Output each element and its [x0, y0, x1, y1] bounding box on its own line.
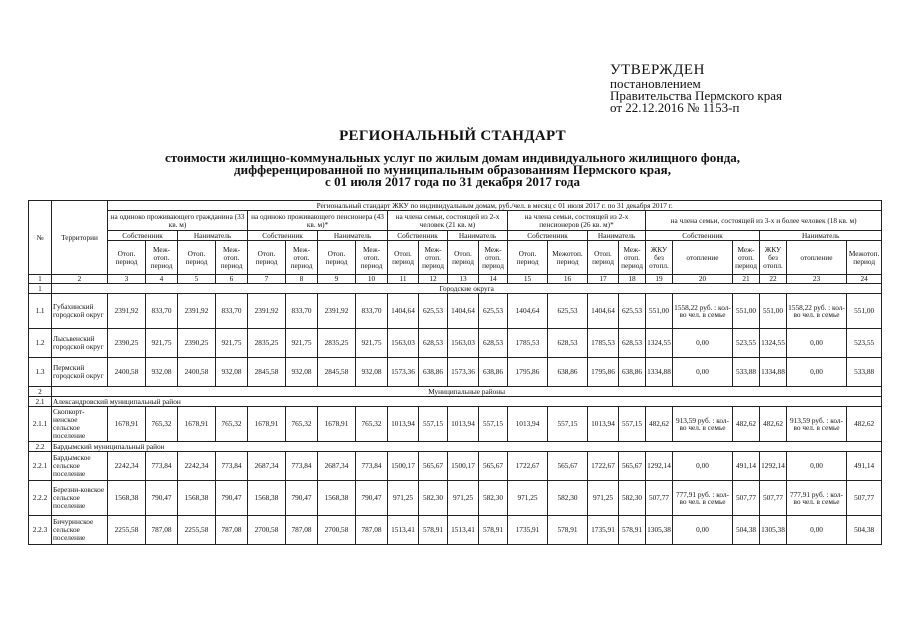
column-number: 22 [760, 275, 787, 284]
value-cell: 638,86 [548, 358, 588, 387]
approval-stamp [610, 62, 890, 114]
value-cell: 787,08 [286, 516, 318, 545]
value-cell: 932,08 [146, 358, 178, 387]
column-number: 11 [388, 275, 419, 284]
value-cell: 582,30 [619, 481, 646, 516]
value-cell: 1292,14 [760, 452, 787, 481]
value-cell: 790,47 [146, 481, 178, 516]
value-cell: 2835,25 [248, 329, 286, 358]
value-cell: 0,00 [787, 516, 847, 545]
header-heating: отопление [787, 241, 847, 275]
territory-name: Пермский городской округ [52, 358, 108, 387]
value-cell: 628,53 [548, 329, 588, 358]
value-cell: 523,55 [733, 329, 760, 358]
column-number: 20 [673, 275, 733, 284]
header-otop: Отоп. период [588, 241, 619, 275]
value-cell: 491,14 [733, 452, 760, 481]
value-cell: 482,62 [760, 407, 787, 442]
header-otop: Отоп. период [108, 241, 146, 275]
table-row [29, 481, 882, 516]
value-cell: 1324,55 [760, 329, 787, 358]
table-row [29, 294, 882, 329]
value-cell: 777,91 руб. : кол-во чел. в семье [787, 481, 847, 516]
value-cell: 2391,92 [108, 294, 146, 329]
value-cell: 1568,38 [248, 481, 286, 516]
header-zhku: ЖКУ без отопл. [646, 241, 673, 275]
value-cell: 491,14 [847, 452, 882, 481]
value-cell: 2687,34 [318, 452, 356, 481]
value-cell: 551,00 [646, 294, 673, 329]
approval-line: Правительства Пермского края [610, 88, 782, 103]
value-cell: 787,08 [356, 516, 388, 545]
value-cell: 557,15 [419, 407, 448, 442]
value-cell: 1678,91 [178, 407, 216, 442]
value-cell: 625,53 [419, 294, 448, 329]
subtitle-line: с 01 июля 2017 года по 31 декабря 2017 года [325, 174, 580, 189]
value-cell: 2687,34 [248, 452, 286, 481]
column-number: 17 [588, 275, 619, 284]
value-cell: 507,77 [847, 481, 882, 516]
value-cell: 557,15 [548, 407, 588, 442]
header-heating: отопление [673, 241, 733, 275]
header-mezh: Межотоп. период [847, 241, 882, 275]
value-cell: 2400,58 [178, 358, 216, 387]
value-cell: 1513,41 [388, 516, 419, 545]
value-cell: 482,62 [847, 407, 882, 442]
value-cell: 773,84 [356, 452, 388, 481]
table-row [29, 407, 882, 442]
value-cell: 565,67 [479, 452, 508, 481]
value-cell: 1013,94 [388, 407, 419, 442]
territory-name: Бардымское сельское поселение [52, 452, 108, 481]
value-cell: 833,70 [286, 294, 318, 329]
value-cell: 1795,86 [588, 358, 619, 387]
value-cell: 971,25 [508, 481, 548, 516]
value-cell: 557,15 [479, 407, 508, 442]
row-number: 2.2.2 [29, 481, 52, 516]
value-cell: 921,75 [146, 329, 178, 358]
approval-date: от 22.12.2016 № 1153-п [610, 100, 740, 115]
table-row [29, 452, 882, 481]
value-cell: 533,88 [733, 358, 760, 387]
header-mezh: Меж-отоп. период [479, 241, 508, 275]
value-cell: 628,53 [419, 329, 448, 358]
value-cell: 1722,67 [508, 452, 548, 481]
value-cell: 628,53 [619, 329, 646, 358]
value-cell: 765,32 [146, 407, 178, 442]
value-cell: 523,55 [847, 329, 882, 358]
value-cell: 482,62 [646, 407, 673, 442]
column-number: 13 [448, 275, 479, 284]
value-cell: 1404,64 [448, 294, 479, 329]
header-zhku: ЖКУ без отопл. [760, 241, 787, 275]
value-cell: 565,67 [548, 452, 588, 481]
territory-name: Скопкорт-ненское сельское поселение [52, 407, 108, 442]
header-owner: Собственник [388, 231, 448, 241]
row-number: 1.2 [29, 329, 52, 358]
value-cell: 2845,58 [248, 358, 286, 387]
table-row [29, 329, 882, 358]
value-cell: 1500,17 [448, 452, 479, 481]
value-cell: 765,32 [356, 407, 388, 442]
document-title: РЕГИОНАЛЬНЫЙ СТАНДАРТ [339, 128, 566, 144]
value-cell: 1404,64 [388, 294, 419, 329]
value-cell: 2845,58 [318, 358, 356, 387]
approval-line: постановлением [610, 76, 701, 91]
value-cell: 1558,22 руб. : кол-во чел. в семье [787, 294, 847, 329]
section-number: 1 [29, 284, 52, 294]
value-cell: 625,53 [548, 294, 588, 329]
value-cell: 1334,88 [760, 358, 787, 387]
header-mezh: Меж-отоп. период [733, 241, 760, 275]
value-cell: 1785,53 [588, 329, 619, 358]
value-cell: 777,91 руб. : кол-во чел. в семье [673, 481, 733, 516]
section-number: 2.1 [29, 397, 52, 407]
value-cell: 921,75 [216, 329, 248, 358]
value-cell: 2242,34 [108, 452, 146, 481]
value-cell: 2390,25 [178, 329, 216, 358]
header-mezh: Меж-отоп. период [216, 241, 248, 275]
value-cell: 921,75 [356, 329, 388, 358]
value-cell: 0,00 [673, 329, 733, 358]
value-cell: 2391,92 [248, 294, 286, 329]
header-top: Региональный стандарт ЖКУ по индивидуальным домам, руб./чел. в месяц с 01 июля 2017 г. по 31 декабря 2017 г. [108, 201, 882, 211]
value-cell: 833,70 [146, 294, 178, 329]
value-cell: 1513,41 [448, 516, 479, 545]
value-cell: 628,53 [479, 329, 508, 358]
column-number: 19 [646, 275, 673, 284]
value-cell: 582,30 [479, 481, 508, 516]
header-group-2: на одиноко проживающего пенсионера (43 кв. м)* [248, 211, 388, 231]
value-cell: 932,08 [356, 358, 388, 387]
value-cell: 932,08 [286, 358, 318, 387]
row-number: 1.3 [29, 358, 52, 387]
value-cell: 1334,88 [646, 358, 673, 387]
value-cell: 582,30 [419, 481, 448, 516]
value-cell: 773,84 [146, 452, 178, 481]
value-cell: 0,00 [787, 452, 847, 481]
header-tenant: Наниматель [178, 231, 248, 241]
subtitle-line: стоимости жилищно-коммунальных услуг по жилым домам индивидуального жилищного фонда, [164, 150, 741, 165]
value-cell: 557,15 [619, 407, 646, 442]
value-cell: 790,47 [286, 481, 318, 516]
value-cell: 1568,38 [108, 481, 146, 516]
value-cell: 0,00 [673, 358, 733, 387]
value-cell: 2391,92 [178, 294, 216, 329]
value-cell: 1722,67 [588, 452, 619, 481]
header-otop: Отоп. период [318, 241, 356, 275]
value-cell: 578,91 [619, 516, 646, 545]
column-number: 23 [787, 275, 847, 284]
header-owner: Собственник [108, 231, 178, 241]
value-cell: 1563,03 [388, 329, 419, 358]
value-cell: 765,32 [216, 407, 248, 442]
header-group-4: на члена семьи, состоящей из 2-х пенсионеров (26 кв. м)* [508, 211, 646, 231]
value-cell: 504,38 [847, 516, 882, 545]
value-cell: 578,91 [479, 516, 508, 545]
territory-name: Бичуринское сельское поселение [52, 516, 108, 545]
table-row [29, 358, 882, 387]
value-cell: 578,91 [548, 516, 588, 545]
header-otop: Отоп. период [508, 241, 548, 275]
approval-word: УТВЕРЖДЕН [610, 62, 705, 78]
value-cell: 1735,91 [588, 516, 619, 545]
value-cell: 1573,36 [448, 358, 479, 387]
header-mezh: Меж-отоп. период [419, 241, 448, 275]
value-cell: 2400,58 [108, 358, 146, 387]
section-label: Муниципальные районы [52, 387, 882, 397]
header-mezh: Меж-отоп. период [619, 241, 646, 275]
value-cell: 507,77 [646, 481, 673, 516]
header-territory: Территории [52, 201, 108, 275]
value-cell: 638,86 [619, 358, 646, 387]
header-owner: Собственник [646, 231, 760, 241]
value-cell: 1568,38 [318, 481, 356, 516]
row-number: 2.2.1 [29, 452, 52, 481]
header-otop: Отоп. период [388, 241, 419, 275]
value-cell: 913,59 руб. : кол-во чел. в семье [787, 407, 847, 442]
value-cell: 1568,38 [178, 481, 216, 516]
value-cell: 504,38 [733, 516, 760, 545]
value-cell: 971,25 [588, 481, 619, 516]
header-owner: Собственник [508, 231, 588, 241]
value-cell: 638,86 [419, 358, 448, 387]
header-mezh: Меж-отоп. период [356, 241, 388, 275]
header-mezh: Меж-отоп. период [146, 241, 178, 275]
value-cell: 787,08 [146, 516, 178, 545]
header-owner: Собственник [248, 231, 318, 241]
header-tenant: Наниматель [588, 231, 646, 241]
header-group-1: на одиноко проживающего гражданина (33 кв. м) [108, 211, 248, 231]
value-cell: 1785,53 [508, 329, 548, 358]
value-cell: 971,25 [448, 481, 479, 516]
value-cell: 1013,94 [508, 407, 548, 442]
value-cell: 1500,17 [388, 452, 419, 481]
value-cell: 2700,58 [318, 516, 356, 545]
column-number: 21 [733, 275, 760, 284]
value-cell: 913,59 руб. : кол-во чел. в семье [673, 407, 733, 442]
column-number: 15 [508, 275, 548, 284]
subtitle-line: дифференцированной по муниципальным образованиям Пермского края, [234, 162, 671, 177]
header-tenant: Наниматель [448, 231, 508, 241]
header-mezh: Межотоп. период [548, 241, 588, 275]
value-cell: 1678,91 [248, 407, 286, 442]
value-cell: 533,88 [847, 358, 882, 387]
value-cell: 1013,94 [448, 407, 479, 442]
value-cell: 482,62 [733, 407, 760, 442]
value-cell: 0,00 [787, 358, 847, 387]
territory-name: Губахинский городской округ [52, 294, 108, 329]
value-cell: 2835,25 [318, 329, 356, 358]
column-number: 14 [479, 275, 508, 284]
column-number: 4 [146, 275, 178, 284]
value-cell: 625,53 [619, 294, 646, 329]
column-number: 24 [847, 275, 882, 284]
territory-name: Березни-ковское сельское поселение [52, 481, 108, 516]
value-cell: 1013,94 [588, 407, 619, 442]
column-number: 3 [108, 275, 146, 284]
column-number: 8 [286, 275, 318, 284]
header-otop: Отоп. период [178, 241, 216, 275]
value-cell: 1404,64 [508, 294, 548, 329]
value-cell: 565,67 [619, 452, 646, 481]
value-cell: 0,00 [673, 452, 733, 481]
table-row [29, 516, 882, 545]
value-cell: 921,75 [286, 329, 318, 358]
header-otop: Отоп. период [248, 241, 286, 275]
column-number: 9 [318, 275, 356, 284]
section-number: 2 [29, 387, 52, 397]
value-cell: 565,67 [419, 452, 448, 481]
value-cell: 1305,38 [760, 516, 787, 545]
column-number: 5 [178, 275, 216, 284]
column-number: 12 [419, 275, 448, 284]
value-cell: 765,32 [286, 407, 318, 442]
value-cell: 2390,25 [108, 329, 146, 358]
value-cell: 638,86 [479, 358, 508, 387]
territory-name: Лысьвенский городской округ [52, 329, 108, 358]
value-cell: 507,77 [733, 481, 760, 516]
section-number: 2.2 [29, 442, 52, 452]
column-number: 1 [29, 275, 52, 284]
value-cell: 1563,03 [448, 329, 479, 358]
value-cell: 551,00 [760, 294, 787, 329]
column-number: 6 [216, 275, 248, 284]
value-cell: 625,53 [479, 294, 508, 329]
value-cell: 507,77 [760, 481, 787, 516]
value-cell: 1324,55 [646, 329, 673, 358]
value-cell: 0,00 [673, 516, 733, 545]
value-cell: 833,70 [356, 294, 388, 329]
standard-table [28, 200, 882, 545]
value-cell: 1795,86 [508, 358, 548, 387]
column-number: 7 [248, 275, 286, 284]
value-cell: 582,30 [548, 481, 588, 516]
value-cell: 2255,58 [178, 516, 216, 545]
value-cell: 971,25 [388, 481, 419, 516]
column-number: 10 [356, 275, 388, 284]
value-cell: 2391,92 [318, 294, 356, 329]
value-cell: 2700,58 [248, 516, 286, 545]
header-otop: Отоп. период [448, 241, 479, 275]
row-number: 2.1.1 [29, 407, 52, 442]
value-cell: 2242,34 [178, 452, 216, 481]
value-cell: 1558,22 руб. : кол-во чел. в семье [673, 294, 733, 329]
value-cell: 833,70 [216, 294, 248, 329]
section-label: Бардымский муниципальный район [52, 442, 882, 452]
header-tenant: Наниматель [760, 231, 882, 241]
value-cell: 578,91 [419, 516, 448, 545]
document-subtitle [0, 152, 905, 188]
section-label: Городские округа [52, 284, 882, 294]
section-label: Александровский муниципальный район [52, 397, 882, 407]
header-mezh: Меж-отоп. период [286, 241, 318, 275]
header-group-3: на члена семьи, состоящей из 2-х человек (21 кв. м) [388, 211, 508, 231]
value-cell: 551,00 [733, 294, 760, 329]
value-cell: 1292,14 [646, 452, 673, 481]
value-cell: 0,00 [787, 329, 847, 358]
row-number: 2.2.3 [29, 516, 52, 545]
header-tenant: Наниматель [318, 231, 388, 241]
value-cell: 1735,91 [508, 516, 548, 545]
value-cell: 1573,36 [388, 358, 419, 387]
header-num: № [29, 201, 52, 275]
column-number: 16 [548, 275, 588, 284]
value-cell: 790,47 [356, 481, 388, 516]
value-cell: 1678,91 [108, 407, 146, 442]
value-cell: 1305,38 [646, 516, 673, 545]
column-number: 2 [52, 275, 108, 284]
header-group-5: на члена семьи, состоящей из 3-х и более человек (18 кв. м) [646, 211, 882, 231]
value-cell: 932,08 [216, 358, 248, 387]
value-cell: 1404,64 [588, 294, 619, 329]
value-cell: 773,84 [216, 452, 248, 481]
row-number: 1.1 [29, 294, 52, 329]
value-cell: 551,00 [847, 294, 882, 329]
value-cell: 790,47 [216, 481, 248, 516]
value-cell: 787,08 [216, 516, 248, 545]
value-cell: 1678,91 [318, 407, 356, 442]
value-cell: 2255,58 [108, 516, 146, 545]
value-cell: 773,84 [286, 452, 318, 481]
column-number: 18 [619, 275, 646, 284]
